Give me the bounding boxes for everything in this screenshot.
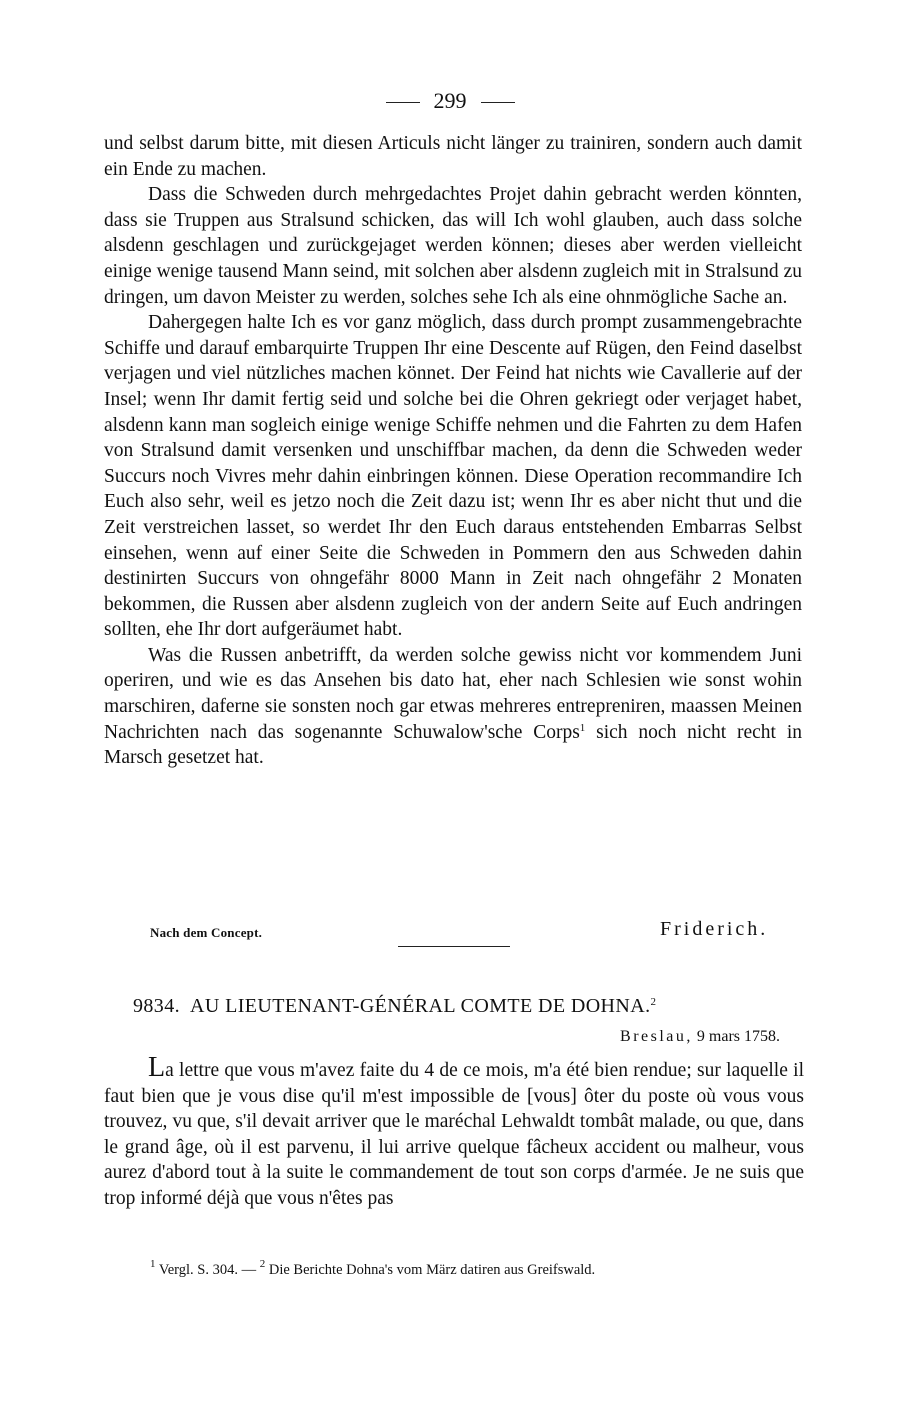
footnote-marker: 1 — [579, 721, 586, 734]
paragraph — [104, 1052, 804, 1212]
letter-heading — [133, 995, 813, 1018]
footnote-marker: 2 — [259, 1258, 266, 1270]
paragraph-text: sich noch nicht recht in Marsch gesetzet hat. — [104, 721, 802, 769]
footnotes — [150, 1258, 810, 1279]
letter-dateline — [580, 1028, 780, 1046]
initial-letter: L — [148, 1052, 166, 1083]
footnote-text: Vergl. S. 304. — [158, 1262, 238, 1278]
paragraph: Dahergegen halte Ich es vor ganz möglich, dass durch prompt zusammengebrachte Schiffe und darauf embarquirte Truppen Ihr eine Descente auf Rügen, den Feind daselbst verjagen und viel nützliches machen könnet. Der Feind hat nichts wie Cavallerie auf der Insel; wenn Ihr damit fertig seid und solche bei die Ohren gekriegt oder verjaget habet, alsdenn kann man sogleich einige wenige Schiffe nehmen und die Fahrten zu dem Hafen von Stralsund damit versenken und unschiffbar machen, da denn die Schweden weder Succurs noch Vivres mehr dahin einbringen können. Diese Operation recommandire Ich Euch also sehr, weil es jetzo noch die Zeit dazu ist; wenn Ihr es aber nicht thut und die Zeit verstreichen lasset, so werdet Ihr den Euch daraus entstehenden Embarras Selbst einsehen, wenn auf einer Seite die Schweden in Pommern den aus Schweden dahin destinirten Succurs von ohngefähr 8000 Mann in Zeit nach ohngefähr 2 Monaten bekommen, die Russen aber alsdenn zugleich von der andern Seite auf Euch andringen sollten, ehe Ihr dort aufgeräumet habt. — [104, 312, 802, 641]
page-number-dash-right — [481, 102, 515, 103]
footnote-marker: 2 — [650, 996, 657, 1008]
paragraph: Dass die Schweden durch mehrgedachtes Projet dahin gebracht werden könnten, dass sie Truppen aus Stralsund schicken, das will Ich wohl glauben, auch dass solche alsdenn geschlagen und zurückgejaget werden können; dieses aber werden vielleicht einige wenige tausend Mann seind, mit solchen aber alsdenn zugleich mit in Stralsund zu dringen, um davon Meister zu werden, solches sehe Ich als eine ohnmögliche Sache an. — [104, 184, 802, 308]
french-letter-body — [104, 1052, 804, 1212]
german-letter-body — [104, 131, 802, 771]
page-number-dash-left — [386, 102, 420, 103]
footnote-marker: 1 — [150, 1258, 156, 1270]
page-number — [0, 88, 900, 114]
signature: Friderich. — [660, 918, 769, 940]
footnote-text: Die Berichte Dohna's vom März datiren aus Greifswald. — [268, 1262, 596, 1278]
letter-addressee: AU LIEUTENANT-GÉNÉRAL COMTE DE DOHNA. — [190, 995, 651, 1017]
letter-number: 9834. — [133, 995, 180, 1017]
paragraph: und selbst darum bitte, mit diesen Articuls nicht länger zu trainiren, sondern auch damit ein Ende zu machen. — [104, 133, 802, 180]
paragraph — [104, 643, 802, 771]
source-note: Nach dem Concept. — [150, 925, 263, 940]
paragraph-text: a lettre que vous m'avez faite du 4 de ce mois, m'a été bien rendue; sur laquelle il faut bien que je vous dise qu'il m'est impossible de [vous] ôter du poste où vous vous trouvez, vu que, s'il devait arriver que le maréchal Lehwaldt tombât malade, ou que, dans le grand âge, où il est parvenu, il lui arrive quelque fâcheux accident ou malheur, vous aurez d'abord tout à la suite le commandement de tout son corps d'armée. Je ne suis que trop informé déjà que vous n'êtes pas — [104, 1060, 804, 1209]
letter-date: 9 mars 1758. — [696, 1028, 780, 1045]
paragraph-text: Was die Russen anbetrifft, da werden solche gewiss nicht vor kommendem Juni operiren, und wie es das Ansehen bis dato hat, eher nach Schlesien wie sonst wohin marschiren, daferne sie sonsten noch gar etwas mehreres entrepreniren, maassen Meinen Nachrichten nach das sogenannte Schuwalow'sche Corps — [104, 644, 802, 743]
section-separator — [398, 946, 510, 947]
page-number-value: 299 — [433, 88, 467, 113]
letter-place: Breslau, — [620, 1028, 693, 1045]
footnote-separator: — — [241, 1262, 257, 1278]
